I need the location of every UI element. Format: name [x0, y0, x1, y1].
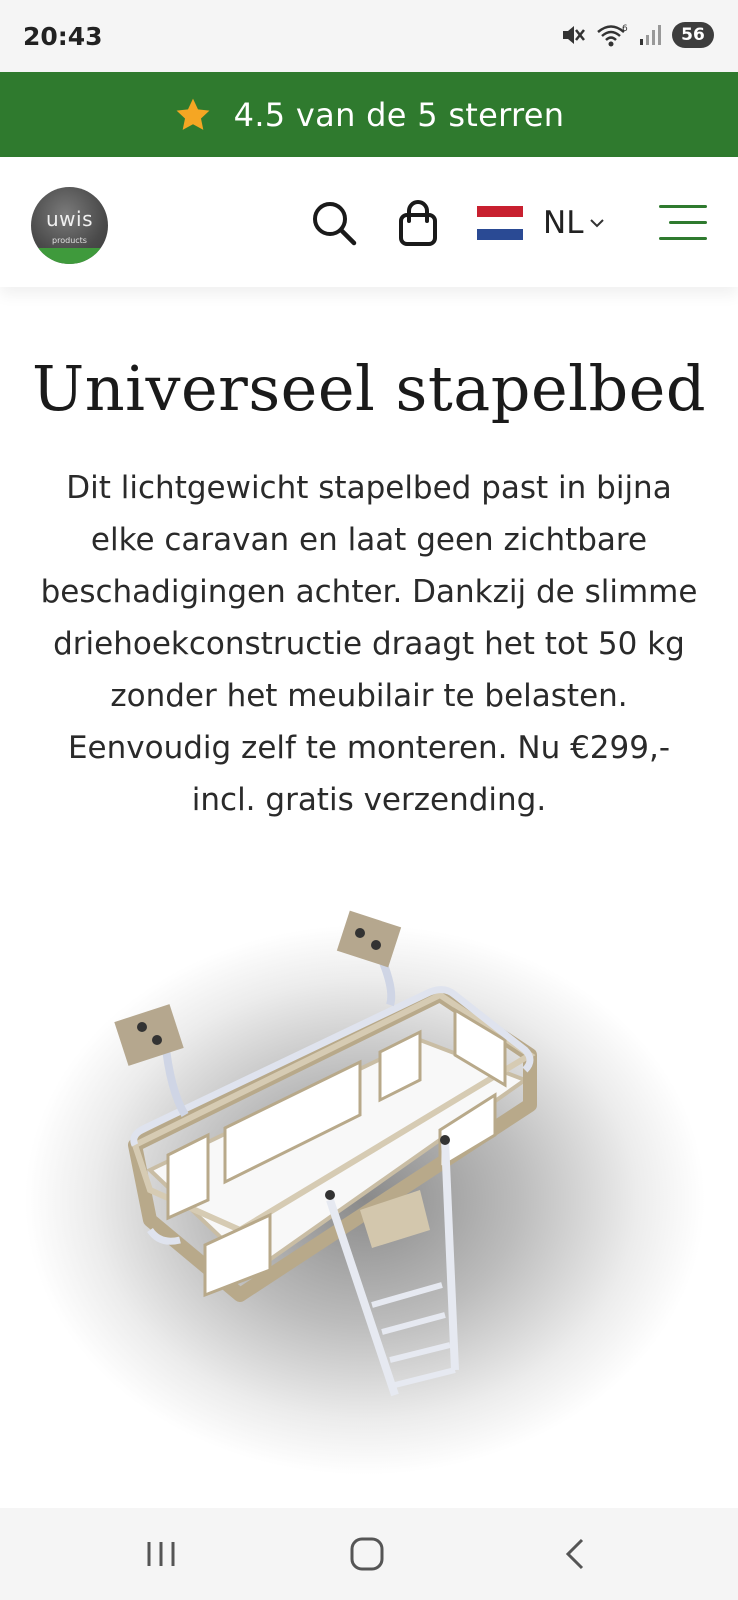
recent-apps-icon [144, 1539, 178, 1569]
language-label: NL [543, 205, 584, 241]
status-time: 20:43 [23, 22, 103, 51]
back-button[interactable] [545, 1532, 605, 1576]
svg-text:6: 6 [622, 24, 628, 34]
language-selector[interactable] [477, 201, 605, 245]
battery-indicator: 56 [672, 22, 714, 48]
search-button[interactable] [310, 199, 358, 247]
hamburger-menu-icon[interactable] [657, 203, 707, 243]
logo-arc [31, 248, 108, 264]
shopping-bag-icon [396, 199, 440, 247]
logo[interactable] [31, 187, 108, 264]
signal-icon [638, 23, 662, 47]
page-title: Universeel stapelbed [31, 352, 707, 425]
netherlands-flag-icon [477, 206, 523, 240]
product-image [0, 900, 738, 1480]
logo-subtext: products [52, 236, 87, 245]
search-icon [310, 199, 358, 247]
home-icon [349, 1536, 385, 1572]
system-nav-bar [0, 1508, 738, 1600]
site-header [0, 157, 738, 287]
logo-text: uwis [45, 207, 93, 231]
product-description: Dit lichtgewicht stapelbed past in bijna elke caravan en laat geen zichtbare beschadigingen achter. Dankzij de slimme driehoekconstructie draagt het tot 50 kg zonder het meubilair te belasten. Eenvoudig zelf te monteren. Nu €299,- incl. gratis verzending. [40, 470, 698, 818]
rating-text: 4.5 van de 5 sterren [233, 95, 565, 134]
star-icon [174, 97, 212, 133]
chevron-down-icon [589, 218, 605, 228]
recent-apps-button[interactable] [131, 1532, 191, 1576]
home-button[interactable] [337, 1532, 397, 1576]
cart-button[interactable] [396, 199, 440, 247]
wifi-icon [596, 22, 628, 48]
mute-icon [560, 22, 586, 48]
status-bar [0, 0, 738, 72]
rating-banner[interactable] [0, 72, 738, 157]
back-icon [563, 1537, 587, 1571]
status-icons [560, 22, 714, 48]
